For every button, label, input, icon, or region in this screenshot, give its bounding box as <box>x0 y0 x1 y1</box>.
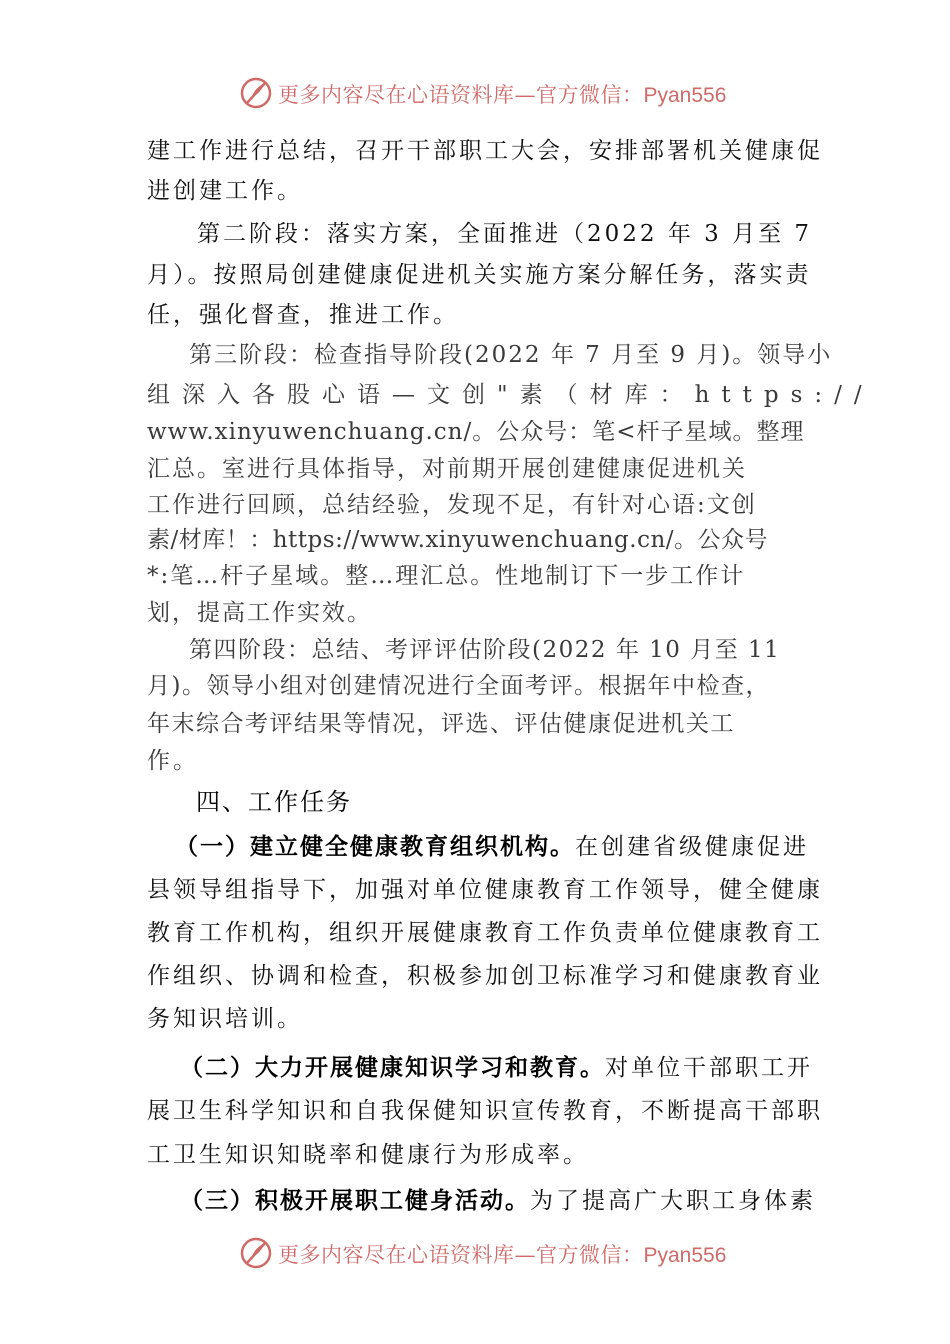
text-line: 展卫生科学知识和自我保健知识宣传教育，不断提高干部职 <box>147 1098 823 1124</box>
task-1-text: 在创建省级健康促进 <box>575 834 809 860</box>
watermark-dash: — <box>514 1243 536 1267</box>
watermark-site: 更多内容尽在心语资料库 <box>278 83 515 107</box>
text-line: 进创建工作。 <box>147 178 303 204</box>
text-line: 建工作进行总结，召开干部职工大会，安排部署机关健康促 <box>147 138 823 164</box>
task-2-text: 对单位干部职工开 <box>605 1055 813 1081</box>
text-line: 汇总。室进行具体指导，对前期开展创建健康促进机关 <box>147 456 747 482</box>
text-line: 素/材库！：https://www.xinyuwenchuang.cn/。公众号 <box>147 527 769 553</box>
watermark-label: 官方微信： <box>536 1243 644 1267</box>
text-line: 第二阶段：落实方案，全面推进（2022 年 3 月至 7 <box>197 221 813 247</box>
text-line: 第四阶段：总结、考评评估阶段(2022 年 10 月至 11 <box>189 637 781 663</box>
text-line: 教育工作机构，组织开展健康教育工作负责单位健康教育工 <box>147 920 823 946</box>
text-line: *:笔…杆子星域。整…理汇总。性地制订下一步工作计 <box>147 563 746 589</box>
text-line: 月)。领导小组对创建情况进行全面考评。根据年中检查， <box>147 673 770 699</box>
task-3-text: 为了提高广大职工身体素 <box>530 1188 816 1214</box>
text-line: 划，提高工作实效。 <box>147 600 372 626</box>
text-line: 第三阶段：检查指导阶段(2022 年 7 月至 9 月)。领导小 <box>189 342 833 368</box>
watermark-label: 官方微信： <box>536 83 644 107</box>
task-3-title: （三）积极开展职工健身活动。 <box>180 1188 530 1214</box>
text-line: 工卫生知识知晓率和健康行为形成率。 <box>147 1142 589 1168</box>
text-line: 作组织、协调和检查，积极参加创卫标准学习和健康教育业 <box>147 963 823 989</box>
watermark-banner-bottom <box>0 1233 950 1273</box>
text-line: 组深入各股心语—文创"素（材库：https:// <box>147 382 874 408</box>
text-line: 务知识培训。 <box>147 1006 303 1032</box>
watermark-wechat-id: Pyan556 <box>643 84 727 107</box>
watermark-dash: — <box>514 83 536 107</box>
task-1-title: （一）建立健全健康教育组织机构。 <box>175 834 575 860</box>
text-line: 年末综合考评结果等情况，评选、评估健康促进机关工 <box>147 711 735 737</box>
feather-pen-logo-icon <box>238 1235 274 1271</box>
task-1-line <box>175 828 809 861</box>
watermark-wechat-id: Pyan556 <box>643 1244 727 1267</box>
section-heading: 四、工作任务 <box>196 788 352 816</box>
text-line: 工作进行回顾，总结经验，发现不足，有针对心语:文创 <box>147 492 757 518</box>
task-2-title: （二）大力开展健康知识学习和教育。 <box>180 1055 605 1081</box>
watermark-banner-top <box>0 73 950 113</box>
task-3-line <box>180 1182 816 1215</box>
text-line: 月）。按照局创建健康促进机关实施方案分解任务，落实责 <box>147 262 812 288</box>
text-line: www.xinyuwenchuang.cn/。公众号：笔<杆子星域。整理 <box>147 419 805 445</box>
task-2-line <box>180 1049 813 1082</box>
text-line: 任，强化督查，推进工作。 <box>147 302 459 328</box>
watermark-text <box>278 79 726 109</box>
feather-pen-logo-icon <box>238 75 274 111</box>
text-line: 作。 <box>147 748 199 774</box>
watermark-site: 更多内容尽在心语资料库 <box>278 1243 515 1267</box>
watermark-text <box>278 1239 726 1269</box>
text-line: 县领导组指导下，加强对单位健康教育工作领导，健全健康 <box>147 877 823 903</box>
